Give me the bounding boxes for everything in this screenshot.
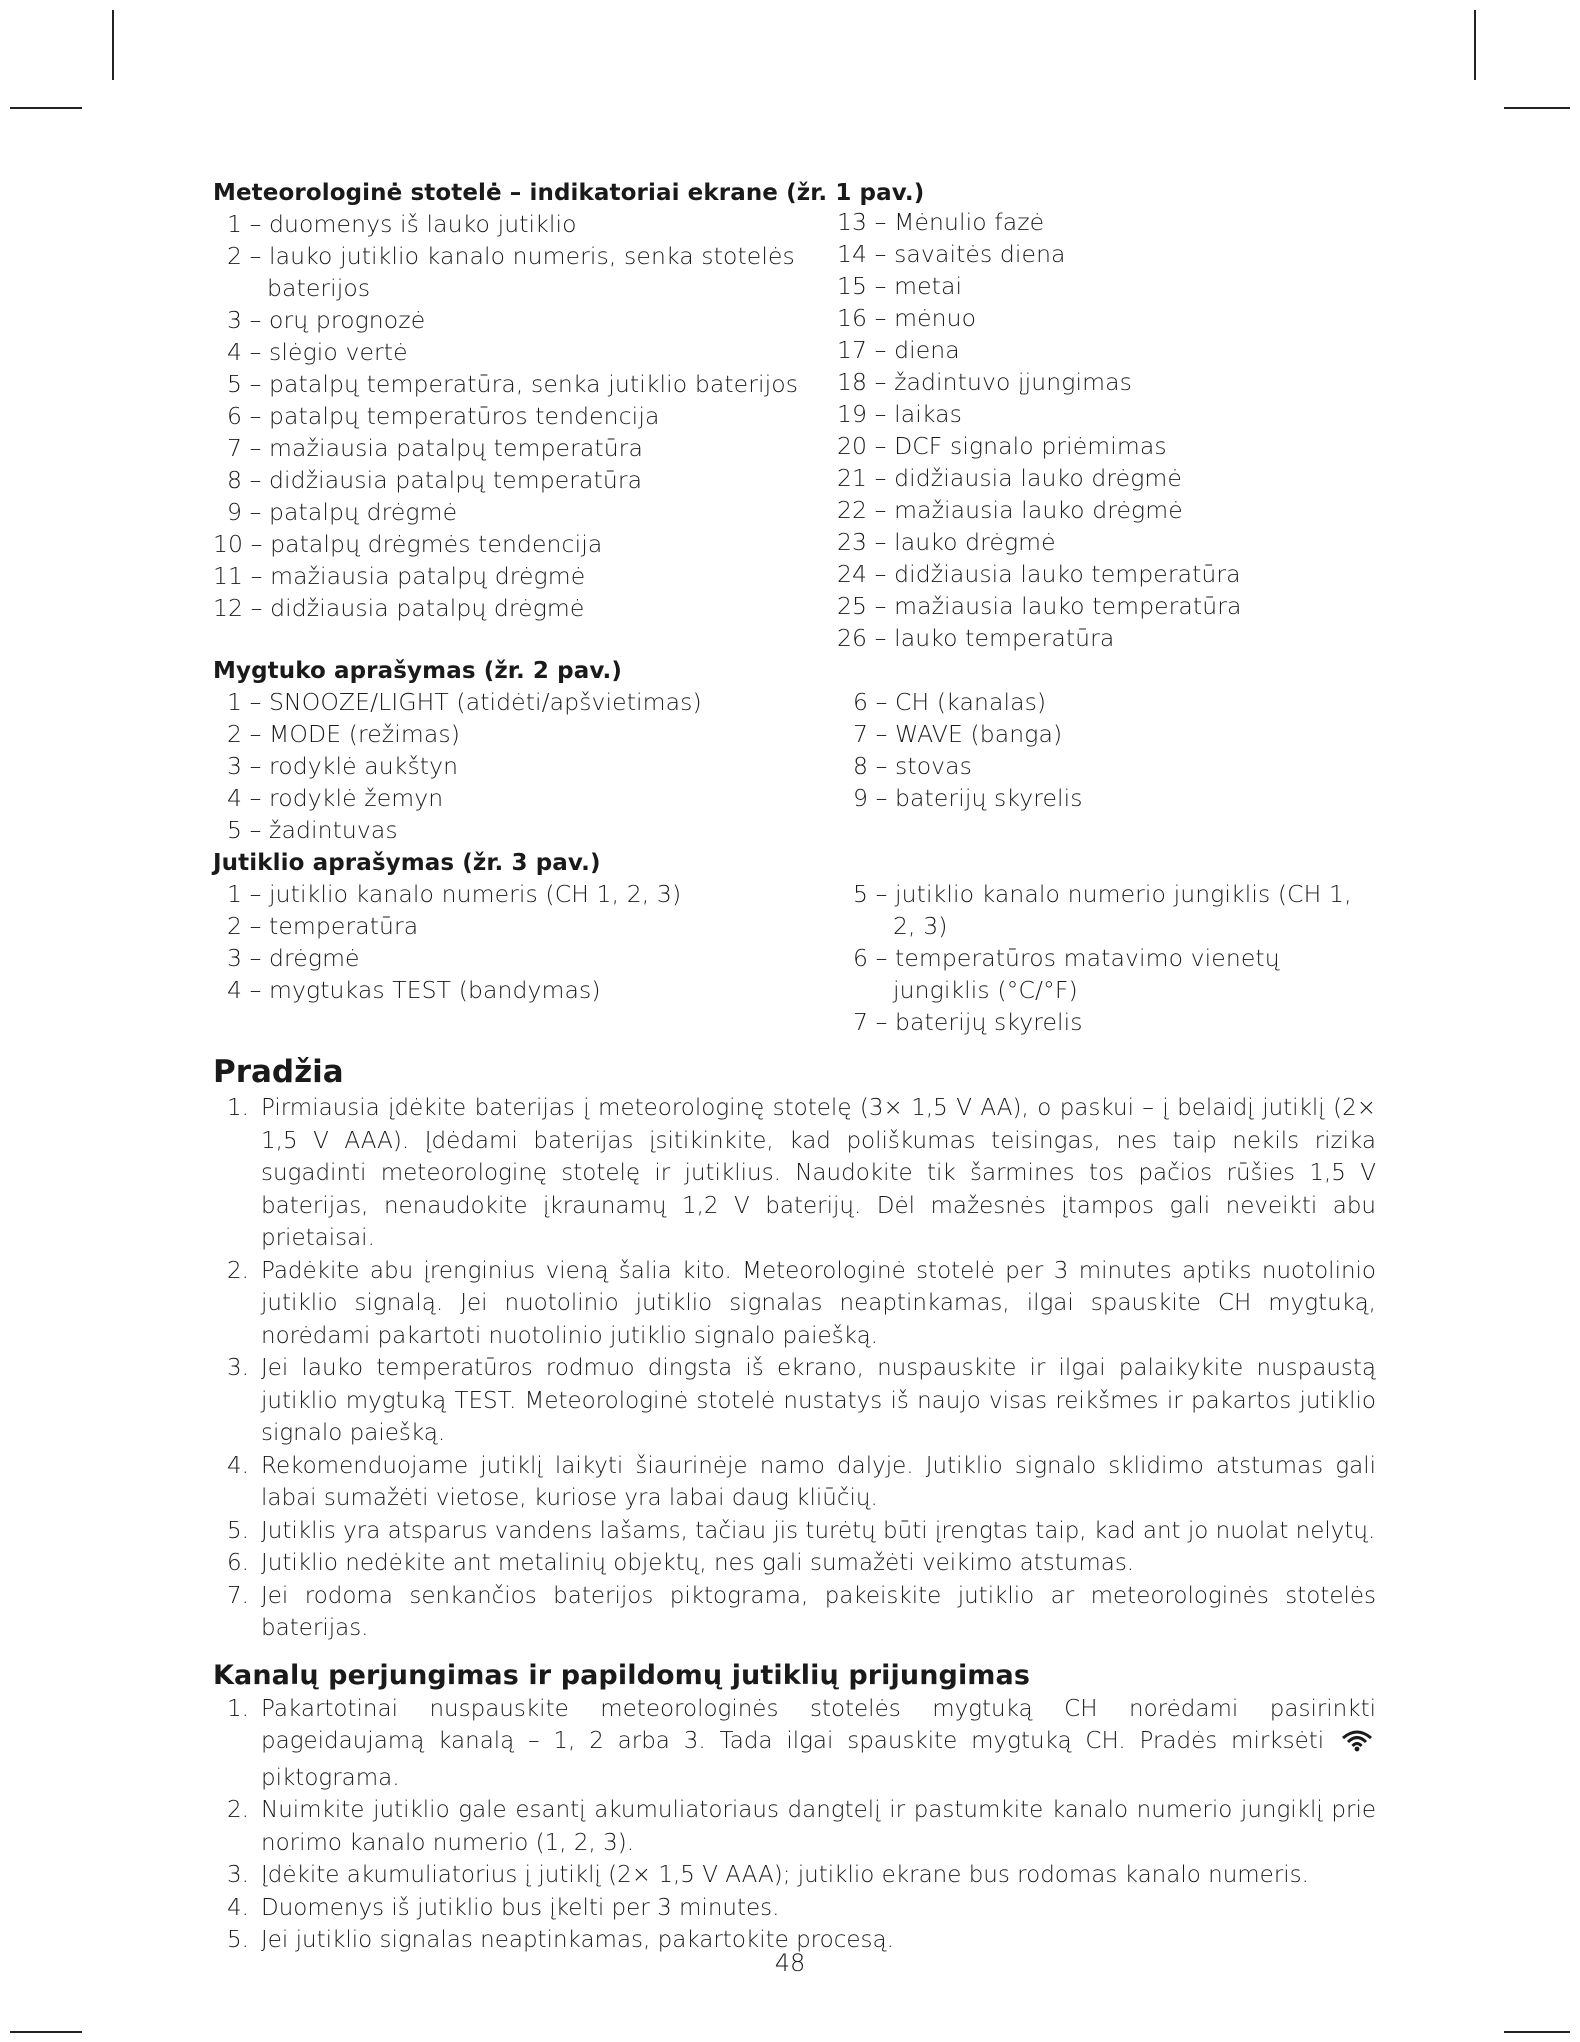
list-item: 3. Įdėkite akumuliatorius į jutiklį (2× 1,5 V AAA); jutiklio ekrane bus rodomas kanalo numeris. <box>227 1862 1309 1888</box>
page-number: 48 <box>774 1949 806 1977</box>
list-item: 2. Padėkite abu įrenginius vieną šalia kito. Meteorologinė stotelė per 3 minutes aptiks nuotolinio jutiklio signalą. Jei nuotolinio jutiklio signalas neaptinkamas, ilgai spauskite CH mygtuką, norėdami pakartoti nuotolinio jutiklio signalo paiešką. <box>227 1257 1376 1349</box>
buttons-list <box>213 686 1376 846</box>
list-item: 3 – orų prognozė <box>227 306 426 334</box>
list-item: 7 – WAVE (banga) <box>853 720 1063 748</box>
list-item: 5 – jutiklio kanalo numerio jungiklis (CH 1, 2, 3) <box>853 880 1352 940</box>
list-item: 1. Pirmiausia įdėkite baterijas į meteorologinę stotelę (3× 1,5 V AA), o paskui – į belaidį jutiklį (2× 1,5 V AAA). Įdėdami baterijas įsitikinkite, kad poliškumas teisingas, nes taip nekils rizika sugadinti meteorologinę stotelę ir jutiklius. Naudokite tik šarmines tos pačios rūšies 1,5 V baterijas, nenaudokite įkraunamų 1,2 V baterijų. Dėl mažesnės įtampos gali neveikti abu prietaisai. <box>227 1095 1376 1251</box>
sensor-title: Jutiklio aprašymas (žr. 3 pav.) <box>213 850 601 876</box>
list-item: 7 – baterijų skyrelis <box>853 1008 1083 1036</box>
list-item: 4. Rekomenduojame jutiklį laikyti šiaurinėje namo dalyje. Jutiklio signalo sklidimo atstumas gali labai sumažėti vietose, kuriose yra labai daug kliūčių. <box>227 1452 1376 1511</box>
list-item: 15 – metai <box>837 272 963 300</box>
list-item: 26 – lauko temperatūra <box>837 624 1115 652</box>
list-item: 4 – mygtukas TEST (bandymas) <box>227 976 601 1004</box>
list-item: 6 – temperatūros matavimo vienetų jungiklis (°C/°F) <box>853 944 1280 1004</box>
list-item: 13 – Mėnulio fazė <box>837 208 1045 236</box>
list-item: 5 – žadintuvas <box>227 816 398 844</box>
list-item: 1 – jutiklio kanalo numeris (CH 1, 2, 3) <box>227 880 682 908</box>
list-item: 1 – duomenys iš lauko jutiklio <box>227 210 577 238</box>
crop-mark <box>112 10 114 80</box>
crop-mark <box>1504 107 1570 109</box>
list-item: 10 – patalpų drėgmės tendencija <box>213 530 603 558</box>
list-item: 7 – mažiausia patalpų temperatūra <box>227 434 643 462</box>
start-heading: Pradžia <box>213 1054 344 1090</box>
list-item: 17 – diena <box>837 336 960 364</box>
crop-mark <box>10 107 82 109</box>
list-item: 7. Jei rodoma senkančios baterijos piktograma, pakeiskite jutiklio ar meteorologinės stotelės baterijas. <box>227 1582 1376 1641</box>
list-item: 8 – stovas <box>853 752 973 780</box>
list-item: 16 – mėnuo <box>837 304 977 332</box>
list-item: 21 – didžiausia lauko drėgmė <box>837 464 1182 492</box>
list-item: 5. Jutiklis yra atsparus vandens lašams, tačiau jis turėtų būti įrengtas taip, kad ant jo nuolat nelytų. <box>227 1517 1376 1544</box>
list-item: 2 – temperatūra <box>227 912 419 940</box>
list-item: 5. Jei jutiklio signalas neaptinkamas, pakartokite procesą. <box>227 1927 894 1953</box>
list-item: 3 – rodyklė aukštyn <box>227 752 459 780</box>
signal-wave-icon <box>1340 1728 1374 1762</box>
list-item: 11 – mažiausia patalpų drėgmė <box>213 562 586 590</box>
crop-mark <box>10 2031 82 2033</box>
list-item: 25 – mažiausia lauko temperatūra <box>837 592 1242 620</box>
list-item: 2. Nuimkite jutiklio gale esantį akumuliatoriaus dangtelį ir pastumkite kanalo numerio jungiklį prie norimo kanalo numerio (1, 2, 3). <box>227 1797 1376 1856</box>
list-item: 9 – baterijų skyrelis <box>853 784 1083 812</box>
list-item: 9 – patalpų drėgmė <box>227 498 458 526</box>
list-item: 6. Jutiklio nedėkite ant metalinių objektų, nes gali sumažėti veikimo atstumas. <box>227 1550 1135 1576</box>
list-item: 3. Jei lauko temperatūros rodmuo dingsta iš ekrano, nuspauskite ir ilgai palaikykite nuspaustą jutiklio mygtuką TEST. Meteorologinė stotelė nustatys iš naujo visas reikšmes ir pakartos jutiklio signalo paiešką. <box>227 1355 1376 1446</box>
list-item: 1 – SNOOZE/LIGHT (atidėti/apšvietimas) <box>227 688 702 716</box>
list-item: 4. Duomenys iš jutiklio bus įkelti per 3 minutes. <box>227 1894 780 1921</box>
manual-page <box>213 178 1376 1957</box>
list-item: 23 – lauko drėgmė <box>837 528 1056 556</box>
displays-title: Meteorologinė stotelė – indikatoriai ekrane (žr. 1 pav.) <box>213 180 925 206</box>
list-item: 4 – slėgio vertė <box>227 338 408 366</box>
list-item: 6 – patalpų temperatūros tendencija <box>227 402 660 430</box>
crop-mark <box>1474 10 1476 80</box>
list-item: 5 – patalpų temperatūra, senka jutiklio baterijos <box>227 370 799 398</box>
list-item: 1. Pakartotinai nuspauskite meteorologinės stotelės mygtuką CH norėdami pasirinkti pageidaujamą kanalą – 1, 2 arba 3. Tada ilgai spauskite mygtuką CH. Pradės mirksėti piktograma. <box>227 1695 1376 1791</box>
buttons-title: Mygtuko aprašymas (žr. 2 pav.) <box>213 658 622 684</box>
displays-list <box>213 208 1376 654</box>
list-item: 4 – rodyklė žemyn <box>227 784 444 812</box>
list-item: 14 – savaitės diena <box>837 240 1066 268</box>
list-item: 2 – MODE (režimas) <box>227 720 460 748</box>
list-item: 12 – didžiausia patalpų drėgmė <box>213 594 585 622</box>
list-item: 19 – laikas <box>837 400 962 428</box>
list-item: 20 – DCF signalo priėmimas <box>837 432 1167 460</box>
channels-title: Kanalų perjungimas ir papildomų jutiklių prijungimas <box>213 1659 1031 1691</box>
list-item: 8 – didžiausia patalpų temperatūra <box>227 466 643 494</box>
list-item: 18 – žadintuvo įjungimas <box>837 368 1132 396</box>
crop-mark <box>1504 2031 1570 2033</box>
start-steps <box>213 1092 1376 1645</box>
sensor-list <box>213 878 1376 1038</box>
channels-steps <box>213 1693 1376 1957</box>
list-item: 6 – CH (kanalas) <box>853 688 1047 716</box>
list-item: 3 – drėgmė <box>227 944 360 972</box>
list-item: 24 – didžiausia lauko temperatūra <box>837 560 1241 588</box>
list-item: 2 – lauko jutiklio kanalo numeris, senka stotelės baterijos <box>227 242 795 302</box>
list-item: 22 – mažiausia lauko drėgmė <box>837 496 1183 524</box>
